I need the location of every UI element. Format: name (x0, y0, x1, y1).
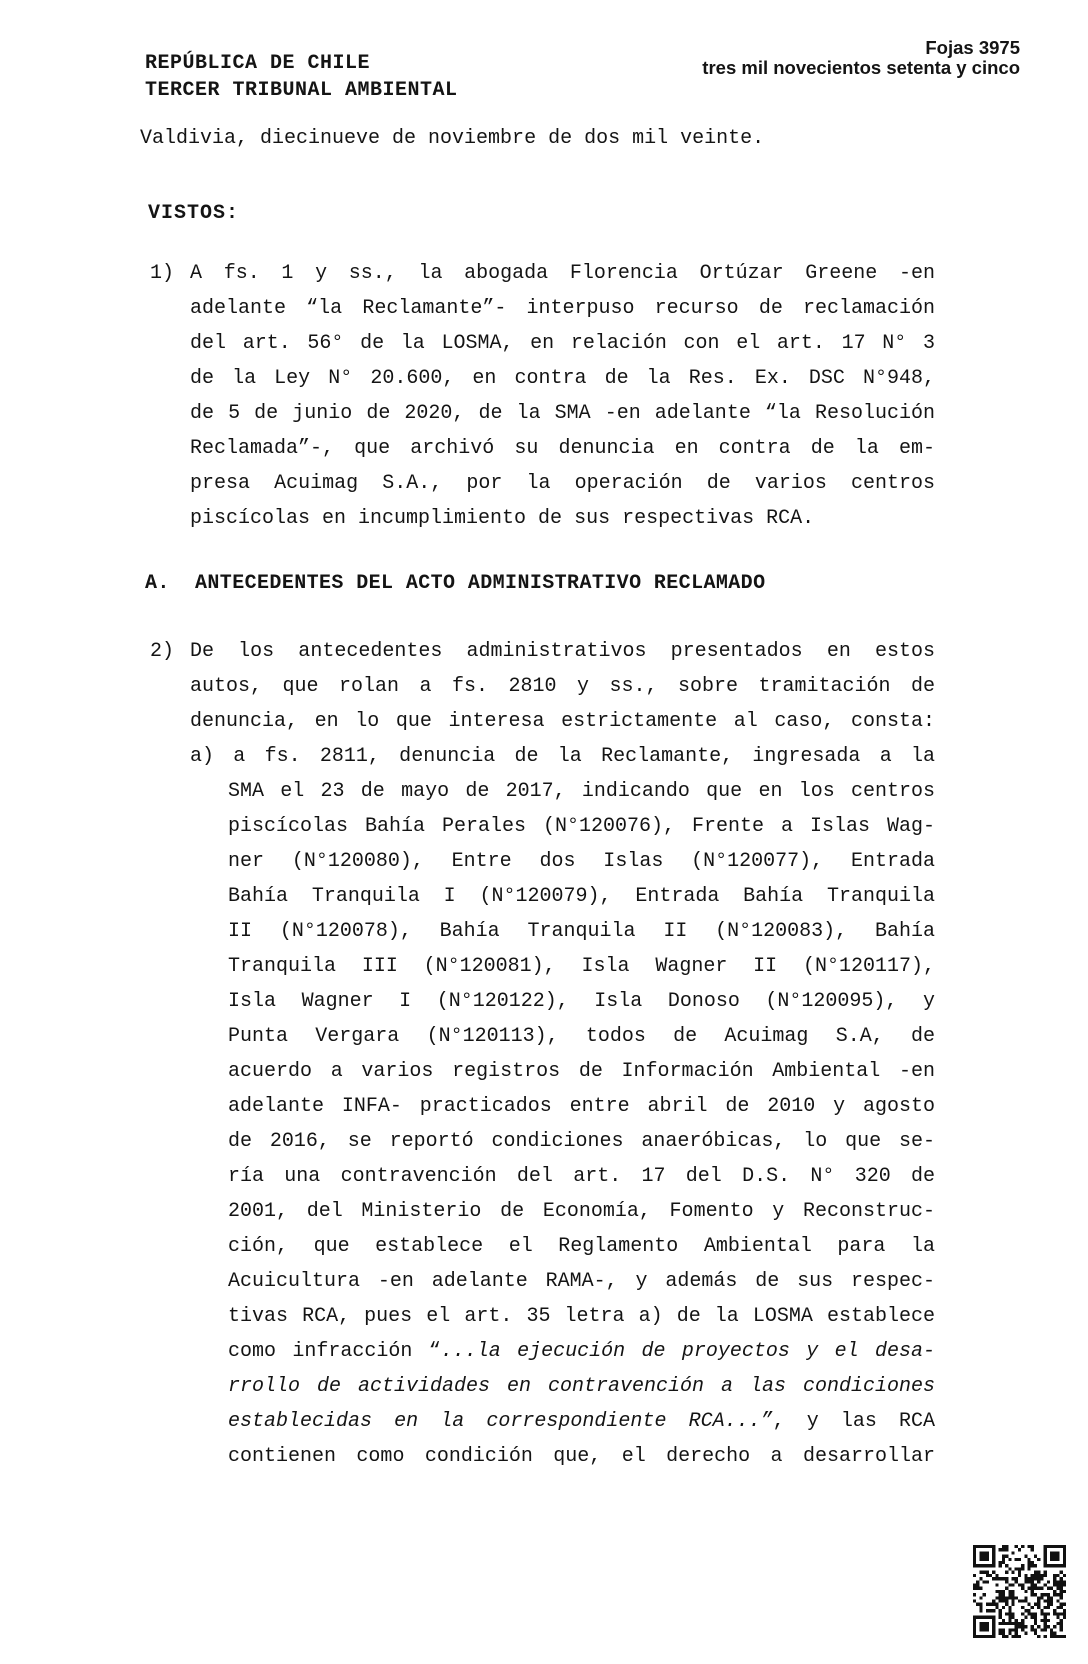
text-line: acuerdo a varios registros de Información Ambiental -en (228, 1060, 935, 1083)
text-line: del art. 56° de la LOSMA, en relación con el art. 17 N° 3 (190, 332, 935, 355)
text-line: denuncia, en lo que interesa estrictamente al caso, consta: (190, 710, 935, 733)
text-line: contienen como condición que, el derecho a desarrollar (228, 1445, 935, 1468)
text-line: adelante “la Reclamante”- interpuso recurso de reclamación (190, 297, 935, 320)
section-a-marker: A. (145, 572, 170, 595)
item-1-marker: 1) (150, 262, 175, 285)
fojas-stamp (702, 38, 1020, 78)
court-header (145, 50, 458, 104)
section-a-heading (145, 566, 766, 601)
text-line: Reclamada”-, que archivó su denuncia en contra de la em- (190, 437, 935, 460)
text-line: como infracción “...la ejecución de proyectos y el desa- (228, 1340, 935, 1363)
fojas-words: tres mil novecientos setenta y cinco (702, 57, 1020, 78)
text-line: ner (N°120080), Entre dos Islas (N°120077), Entrada (228, 850, 935, 873)
text-line: rrollo de actividades en contravención a las condiciones (228, 1375, 935, 1398)
text-line: piscícolas Bahía Perales (N°120076), Frente a Islas Wag- (228, 815, 935, 838)
text-line: autos, que rolan a fs. 2810 y ss., sobre tramitación de (190, 675, 935, 698)
text-line: tivas RCA, pues el art. 35 letra a) de la LOSMA establece (228, 1305, 935, 1328)
text-line: 2001, del Ministerio de Economía, Fomento y Reconstruc- (228, 1200, 935, 1223)
section-a-title: ANTECEDENTES DEL ACTO ADMINISTRATIVO RECLAMADO (195, 572, 766, 595)
lettered-item-a (190, 739, 935, 1474)
text-line: ción, que establece el Reglamento Ambiental para la (228, 1235, 935, 1258)
numbered-item-1 (140, 256, 935, 536)
text-line: establecidas en la correspondiente RCA...”, y las RCA (228, 1410, 935, 1433)
text-line: Punta Vergara (N°120113), todos de Acuimag S.A, de (228, 1025, 935, 1048)
text-line: Bahía Tranquila I (N°120079), Entrada Bahía Tranquila (228, 885, 935, 908)
text-line: de la Ley N° 20.600, en contra de la Res. Ex. DSC N°948, (190, 367, 935, 390)
text-line: A fs. 1 y ss., la abogada Florencia Ortúzar Greene -en (190, 262, 935, 285)
qr-code (972, 1545, 1067, 1638)
item-2-marker: 2) (150, 640, 175, 663)
text-line: presa Acuimag S.A., por la operación de varios centros (190, 472, 935, 495)
text-line: Tranquila III (N°120081), Isla Wagner II (N°120117), (228, 955, 935, 978)
text-line: Acuicultura -en adelante RAMA-, y además de sus respec- (228, 1270, 935, 1293)
text-line: adelante INFA- practicados entre abril de 2010 y agosto (228, 1095, 935, 1118)
text-line: de 5 de junio de 2020, de la SMA -en adelante “la Resolución (190, 402, 935, 425)
text-line: De los antecedentes administrativos presentados en estos (190, 640, 935, 663)
text-line: Isla Wagner I (N°120122), Isla Donoso (N°120095), y (228, 990, 935, 1013)
vistos-heading: VISTOS: (148, 202, 240, 225)
text-line: a) a fs. 2811, denuncia de la Reclamante, ingresada a la (190, 745, 935, 768)
text-line: II (N°120078), Bahía Tranquila II (N°120083), Bahía (228, 920, 935, 943)
text-line: de 2016, se reportó condiciones anaeróbicas, lo que se- (228, 1130, 935, 1153)
text-line: ría una contravención del art. 17 del D.S. N° 320 de (228, 1165, 935, 1188)
text-line: SMA el 23 de mayo de 2017, indicando que en los centros (228, 780, 935, 803)
fojas-number: Fojas 3975 (925, 37, 1020, 58)
item-2-text (190, 634, 935, 739)
dateline: Valdivia, diecinueve de noviembre de dos mil veinte. (140, 127, 765, 150)
numbered-item-2 (140, 634, 935, 739)
item-1-text (190, 256, 935, 536)
court-name: TERCER TRIBUNAL AMBIENTAL (145, 79, 458, 102)
court-country: REPÚBLICA DE CHILE (145, 52, 371, 75)
text-line: piscícolas en incumplimiento de sus respectivas RCA. (190, 507, 815, 530)
